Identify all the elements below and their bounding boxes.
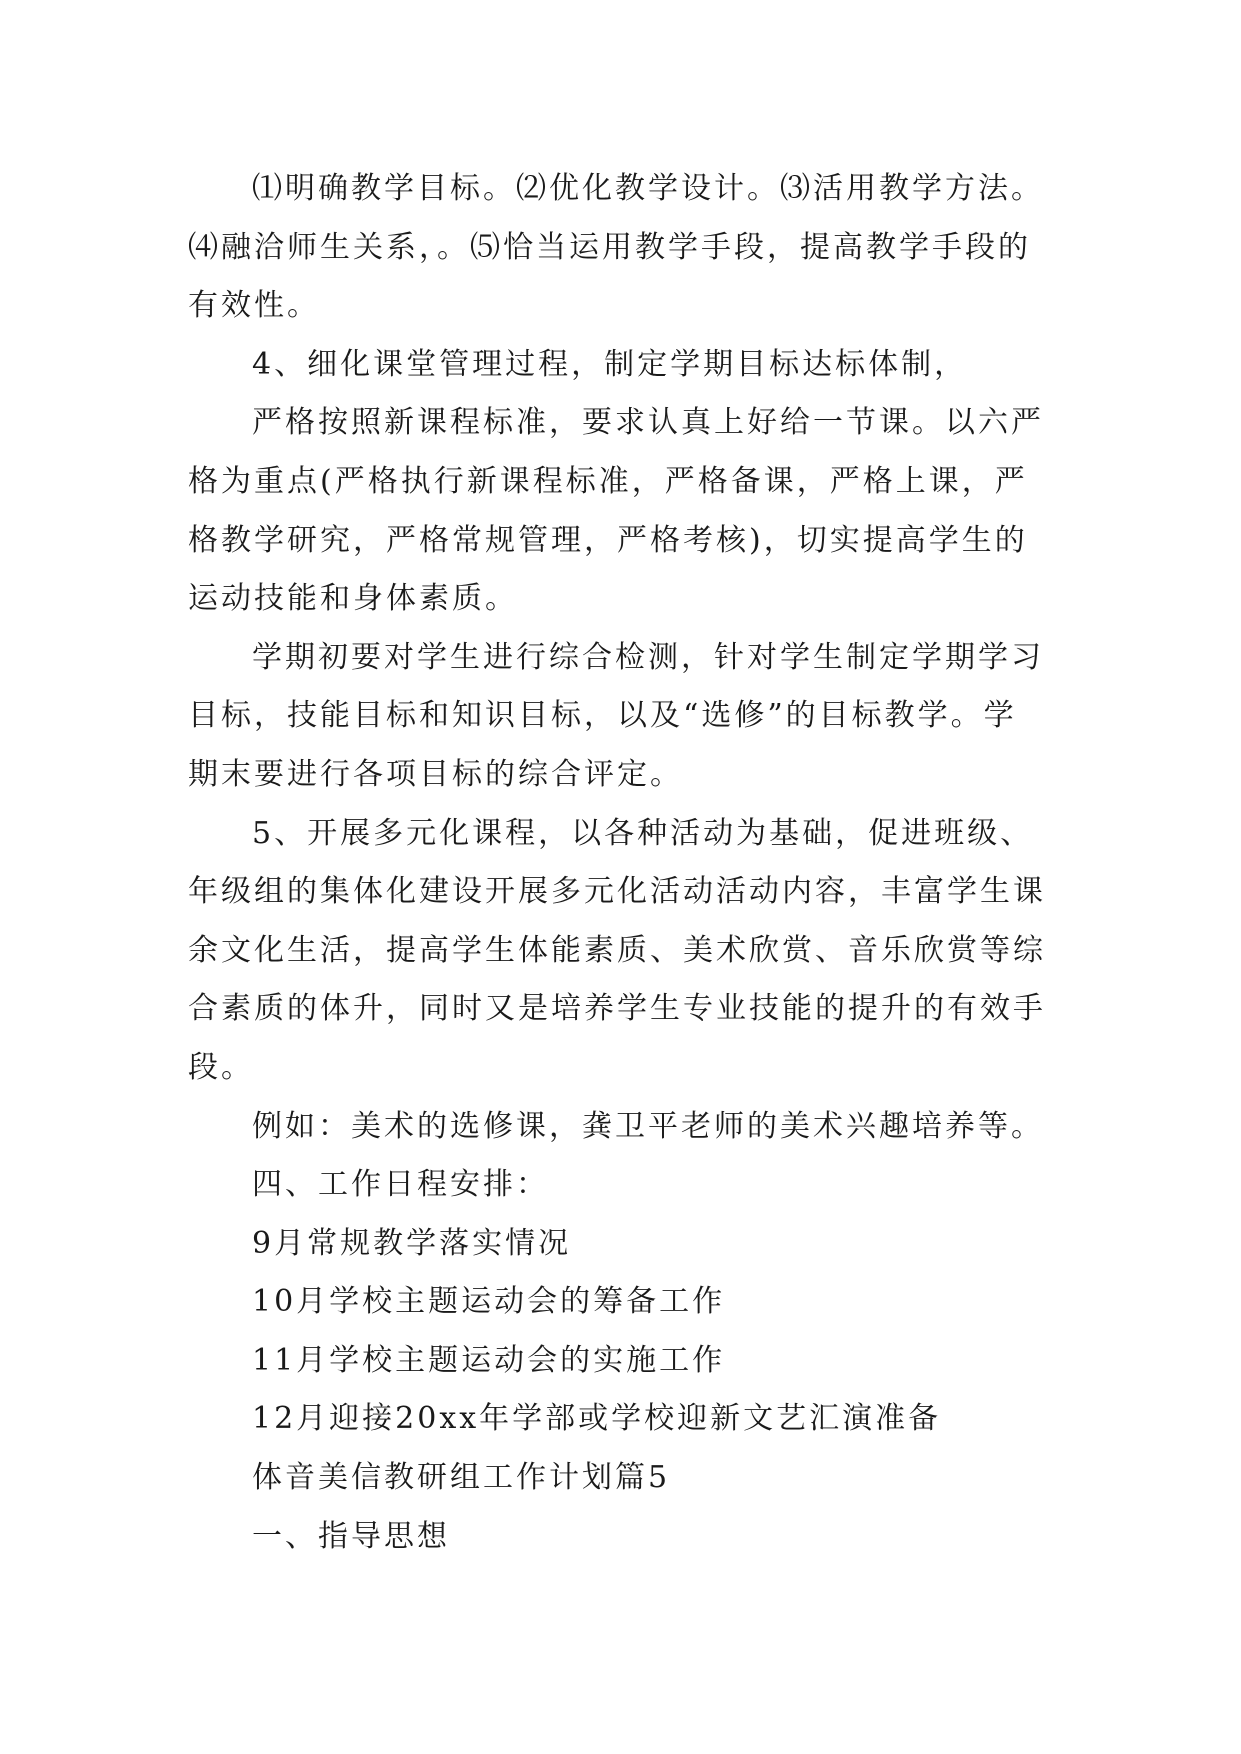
schedule-item: 9月常规教学落实情况: [252, 1225, 572, 1261]
paragraph-line: 严格按照新课程标准，要求认真上好给一节课。以六严: [252, 405, 1044, 441]
paragraph-line: 段。: [188, 1049, 254, 1085]
paragraph-line: 合素质的体升，同时又是培养学生专业技能的提升的有效手: [188, 991, 1046, 1027]
paragraph-line: 学期初要对学生进行综合检测，针对学生制定学期学习: [252, 639, 1044, 675]
paragraph-line: 目标，技能目标和知识目标，以及“选修”的目标教学。学: [188, 698, 1017, 734]
document-title: 体音美信教研组工作计划篇5: [252, 1460, 671, 1496]
paragraph-line: ⑴明确教学目标。⑵优化教学设计。⑶活用教学方法。: [252, 171, 1044, 206]
paragraph-line: 运动技能和身体素质。: [188, 581, 518, 617]
schedule-item: 12月迎接20xx年学部或学校迎新文艺汇演准备: [252, 1401, 942, 1437]
paragraph-line: 余文化生活，提高学生体能素质、美术欣赏、音乐欣赏等综: [188, 932, 1046, 968]
paragraph-line: ⑷融洽师生关系，。⑸恰当运用教学手段，提高教学手段的: [188, 229, 1031, 265]
section-heading: 四、工作日程安排：: [252, 1167, 549, 1203]
paragraph-line: 格教学研究，严格常规管理，严格考核)，切实提高学生的: [188, 522, 1028, 558]
paragraph-line: 例如：美术的选修课，龚卫平老师的美术兴趣培养等。: [252, 1108, 1044, 1144]
paragraph-line: 5、开展多元化课程，以各种活动为基础，促进班级、: [252, 815, 1034, 851]
document-body: [188, 160, 1078, 1566]
paragraph-line: 期末要进行各项目标的综合评定。: [188, 756, 683, 792]
schedule-item: 11月学校主题运动会的实施工作: [252, 1342, 726, 1378]
paragraph-line: 有效性。: [188, 288, 320, 324]
section-heading: 一、指导思想: [252, 1518, 450, 1554]
schedule-item: 10月学校主题运动会的筹备工作: [252, 1284, 726, 1320]
paragraph-line: 年级组的集体化建设开展多元化活动活动内容，丰富学生课: [188, 874, 1046, 910]
paragraph-line: 4、细化课堂管理过程，制定学期目标达标体制，: [252, 346, 968, 382]
paragraph-line: 格为重点(严格执行新课程标准，严格备课，严格上课，严: [188, 463, 1028, 499]
